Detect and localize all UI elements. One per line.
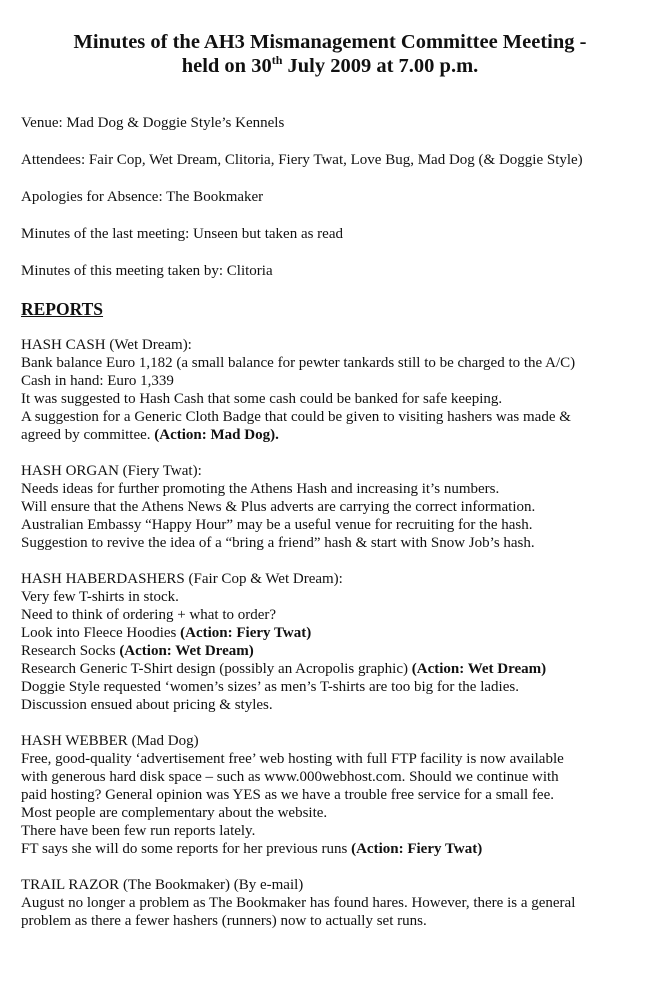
report-line: August no longer a problem as The Bookmaker has found hares. However, there is a general xyxy=(21,895,576,911)
report-line: Will ensure that the Athens News & Plus adverts are carrying the correct information. xyxy=(21,499,536,515)
report-line: It was suggested to Hash Cash that some cash could be banked for safe keeping. xyxy=(21,391,503,407)
minutes-taker-line: Minutes of this meeting taken by: Clitoria xyxy=(21,263,273,279)
report-line-text: FT says she will do some reports for her previous runs xyxy=(21,841,352,857)
report-hash-haberdashers xyxy=(21,570,639,714)
report-line xyxy=(21,840,639,858)
title-date-prefix: held on 30 xyxy=(181,55,272,77)
reports-heading: REPORTS xyxy=(21,299,104,319)
report-line-text: Look into Fleece Hoodies xyxy=(21,625,181,641)
report-line: Need to think of ordering + what to order? xyxy=(21,607,277,623)
report-line-text: agreed by committee. xyxy=(21,427,155,443)
report-line: Very few T-shirts in stock. xyxy=(21,589,179,605)
action-item: (Action: Fiery Twat) xyxy=(180,625,312,641)
report-hash-cash xyxy=(21,336,639,444)
title-line-1: Minutes of the AH3 Mismanagement Committee Meeting - xyxy=(73,31,587,53)
report-line-text: Research Generic T-Shirt design (possibly an Acropolis graphic) xyxy=(21,661,412,677)
report-heading: HASH CASH (Wet Dream): xyxy=(21,337,192,353)
action-item: (Action: Wet Dream) xyxy=(119,643,254,659)
report-line xyxy=(21,624,639,642)
report-line: Suggestion to revive the idea of a “bring a friend” hash & start with Snow Job’s hash. xyxy=(21,535,535,551)
title-date-ordinal: th xyxy=(271,53,283,68)
action-item: (Action: Fiery Twat) xyxy=(351,841,483,857)
report-hash-organ xyxy=(21,462,639,552)
report-line: A suggestion for a Generic Cloth Badge that could be given to visiting hashers was made & xyxy=(21,409,571,425)
attendees-line: Attendees: Fair Cop, Wet Dream, Clitoria, Fiery Twat, Love Bug, Mad Dog (& Doggie Style) xyxy=(21,152,583,168)
report-line: with generous hard disk space – such as www.000webhost.com. Should we continue with xyxy=(21,769,559,785)
report-line: Doggie Style requested ‘women’s sizes’ as men’s T-shirts are too big for the ladies. xyxy=(21,679,519,695)
report-line: Discussion ensued about pricing & styles. xyxy=(21,697,273,713)
report-line xyxy=(21,642,639,660)
action-item: (Action: Mad Dog). xyxy=(154,427,279,443)
report-line: There have been few run reports lately. xyxy=(21,823,256,839)
title-date-suffix: July 2009 at 7.00 p.m. xyxy=(282,55,479,77)
report-heading: TRAIL RAZOR (The Bookmaker) (By e-mail) xyxy=(21,877,304,893)
report-line xyxy=(21,660,639,678)
report-hash-webber xyxy=(21,732,639,858)
apologies-line: Apologies for Absence: The Bookmaker xyxy=(21,189,264,205)
report-line: Australian Embassy “Happy Hour” may be a useful venue for recruiting for the hash. xyxy=(21,517,533,533)
last-minutes-line: Minutes of the last meeting: Unseen but taken as read xyxy=(21,226,343,242)
report-line: problem as there a fewer hashers (runners) now to actually set runs. xyxy=(21,913,427,929)
report-line xyxy=(21,426,639,444)
report-line: Most people are complementary about the website. xyxy=(21,805,328,821)
action-item: (Action: Wet Dream) xyxy=(411,661,547,677)
document-title xyxy=(21,30,639,78)
report-line: paid hosting? General opinion was YES as we have a trouble free service for a small fee. xyxy=(21,787,554,803)
report-heading: HASH HABERDASHERS (Fair Cop & Wet Dream): xyxy=(21,571,343,587)
report-trail-razor xyxy=(21,876,639,930)
venue-line: Venue: Mad Dog & Doggie Style’s Kennels xyxy=(21,115,285,131)
title-line-2 xyxy=(21,54,639,78)
report-line: Cash in hand: Euro 1,339 xyxy=(21,373,174,389)
report-line-text: Research Socks xyxy=(21,643,120,659)
report-heading: HASH WEBBER (Mad Dog) xyxy=(21,733,199,749)
report-line: Free, good-quality ‘advertisement free’ web hosting with full FTP facility is now available xyxy=(21,751,564,767)
report-heading: HASH ORGAN (Fiery Twat): xyxy=(21,463,202,479)
report-line: Bank balance Euro 1,182 (a small balance for pewter tankards still to be charged to the A/C) xyxy=(21,355,576,371)
report-line: Needs ideas for further promoting the Athens Hash and increasing it’s numbers. xyxy=(21,481,500,497)
